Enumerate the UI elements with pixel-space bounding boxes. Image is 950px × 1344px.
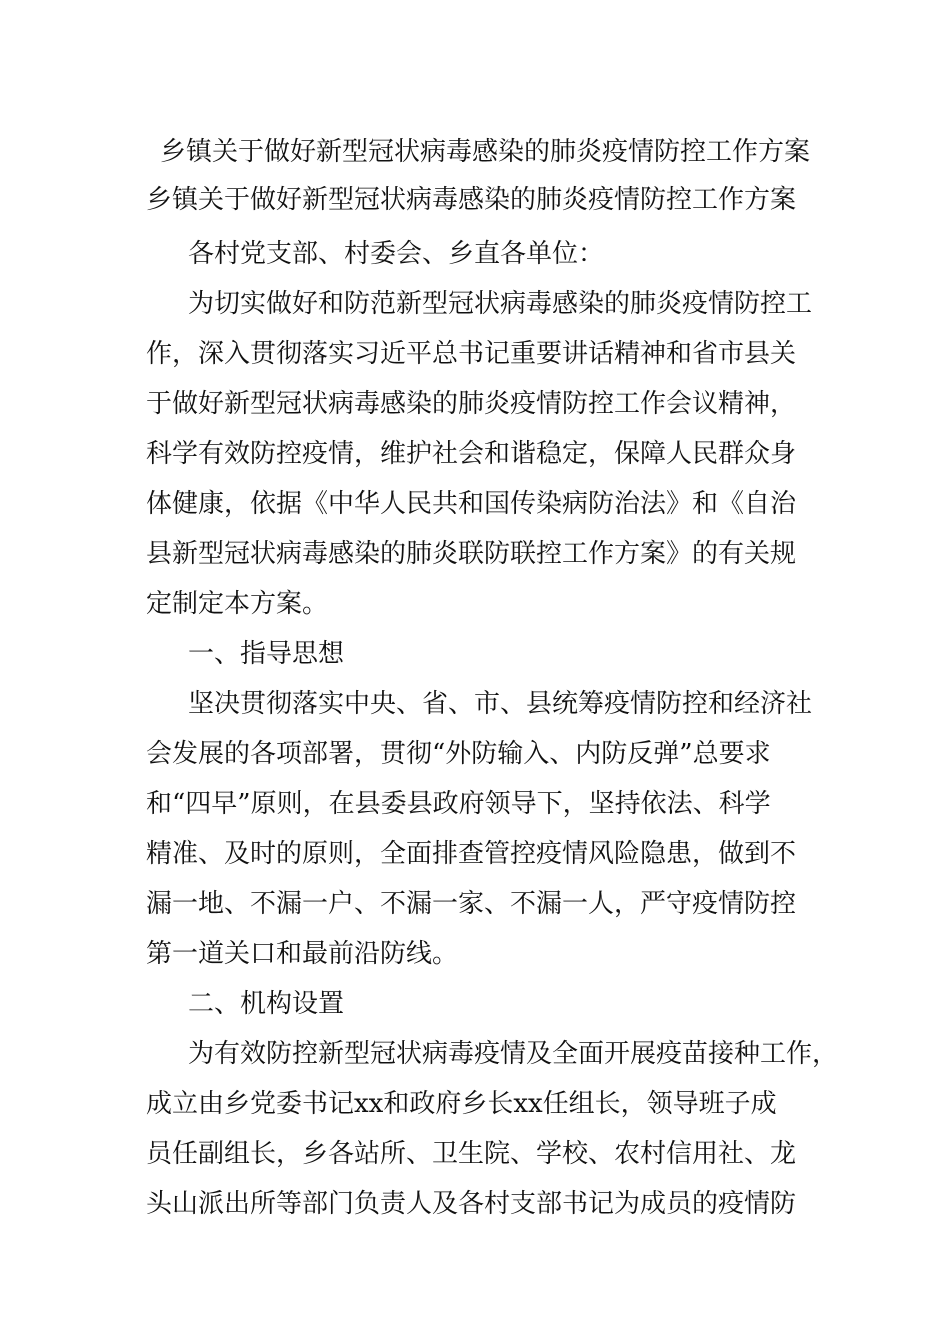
intro-line: 县新型冠状病毒感染的肺炎联防联控工作方案》的有关规 xyxy=(146,539,797,569)
section2-line: 为有效防控新型冠状病毒疫情及全面开展疫苗接种工作， xyxy=(188,1039,839,1069)
section1-line: 漏一地、不漏一户、不漏一家、不漏一人，严守疫情防控 xyxy=(146,889,797,919)
intro-line: 科学有效防控疫情，维护社会和谐稳定，保障人民群众身 xyxy=(146,439,797,469)
document-title: 乡镇关于做好新型冠状病毒感染的肺炎疫情防控工作方案 xyxy=(160,137,811,167)
section-heading-guiding-ideology: 一、指导思想 xyxy=(188,639,345,669)
intro-line: 于做好新型冠状病毒感染的肺炎疫情防控工作会议精神， xyxy=(146,389,797,419)
intro-line: 体健康，依据《中华人民共和国传染病防治法》和《自治 xyxy=(146,489,797,519)
document-subtitle: 乡镇关于做好新型冠状病毒感染的肺炎疫情防控工作方案 xyxy=(146,185,797,215)
section2-line: 成立由乡党委书记xx和政府乡长xx任组长，领导班子成 xyxy=(146,1089,777,1119)
section1-line: 会发展的各项部署，贯彻“外防输入、内防反弹”总要求 xyxy=(146,739,771,769)
intro-line: 为切实做好和防范新型冠状病毒感染的肺炎疫情防控工 xyxy=(188,289,813,319)
section1-line: 精准、及时的原则，全面排查管控疫情风险隐患，做到不 xyxy=(146,839,797,869)
section-heading-organization: 二、机构设置 xyxy=(188,989,345,1019)
salutation: 各村党支部、村委会、乡直各单位： xyxy=(188,239,605,269)
section1-line: 和“四早”原则，在县委县政府领导下，坚持依法、科学 xyxy=(146,789,771,819)
section2-line: 头山派出所等部门负责人及各村支部书记为成员的疫情防 xyxy=(146,1189,797,1219)
section1-line: 第一道关口和最前沿防线。 xyxy=(146,939,459,969)
intro-line: 定制定本方案。 xyxy=(146,589,329,619)
intro-line: 作，深入贯彻落实习近平总书记重要讲话精神和省市县关 xyxy=(146,339,797,369)
section1-line: 坚决贯彻落实中央、省、市、县统筹疫情防控和经济社 xyxy=(188,689,813,719)
section2-line: 员任副组长，乡各站所、卫生院、学校、农村信用社、龙 xyxy=(146,1139,797,1169)
